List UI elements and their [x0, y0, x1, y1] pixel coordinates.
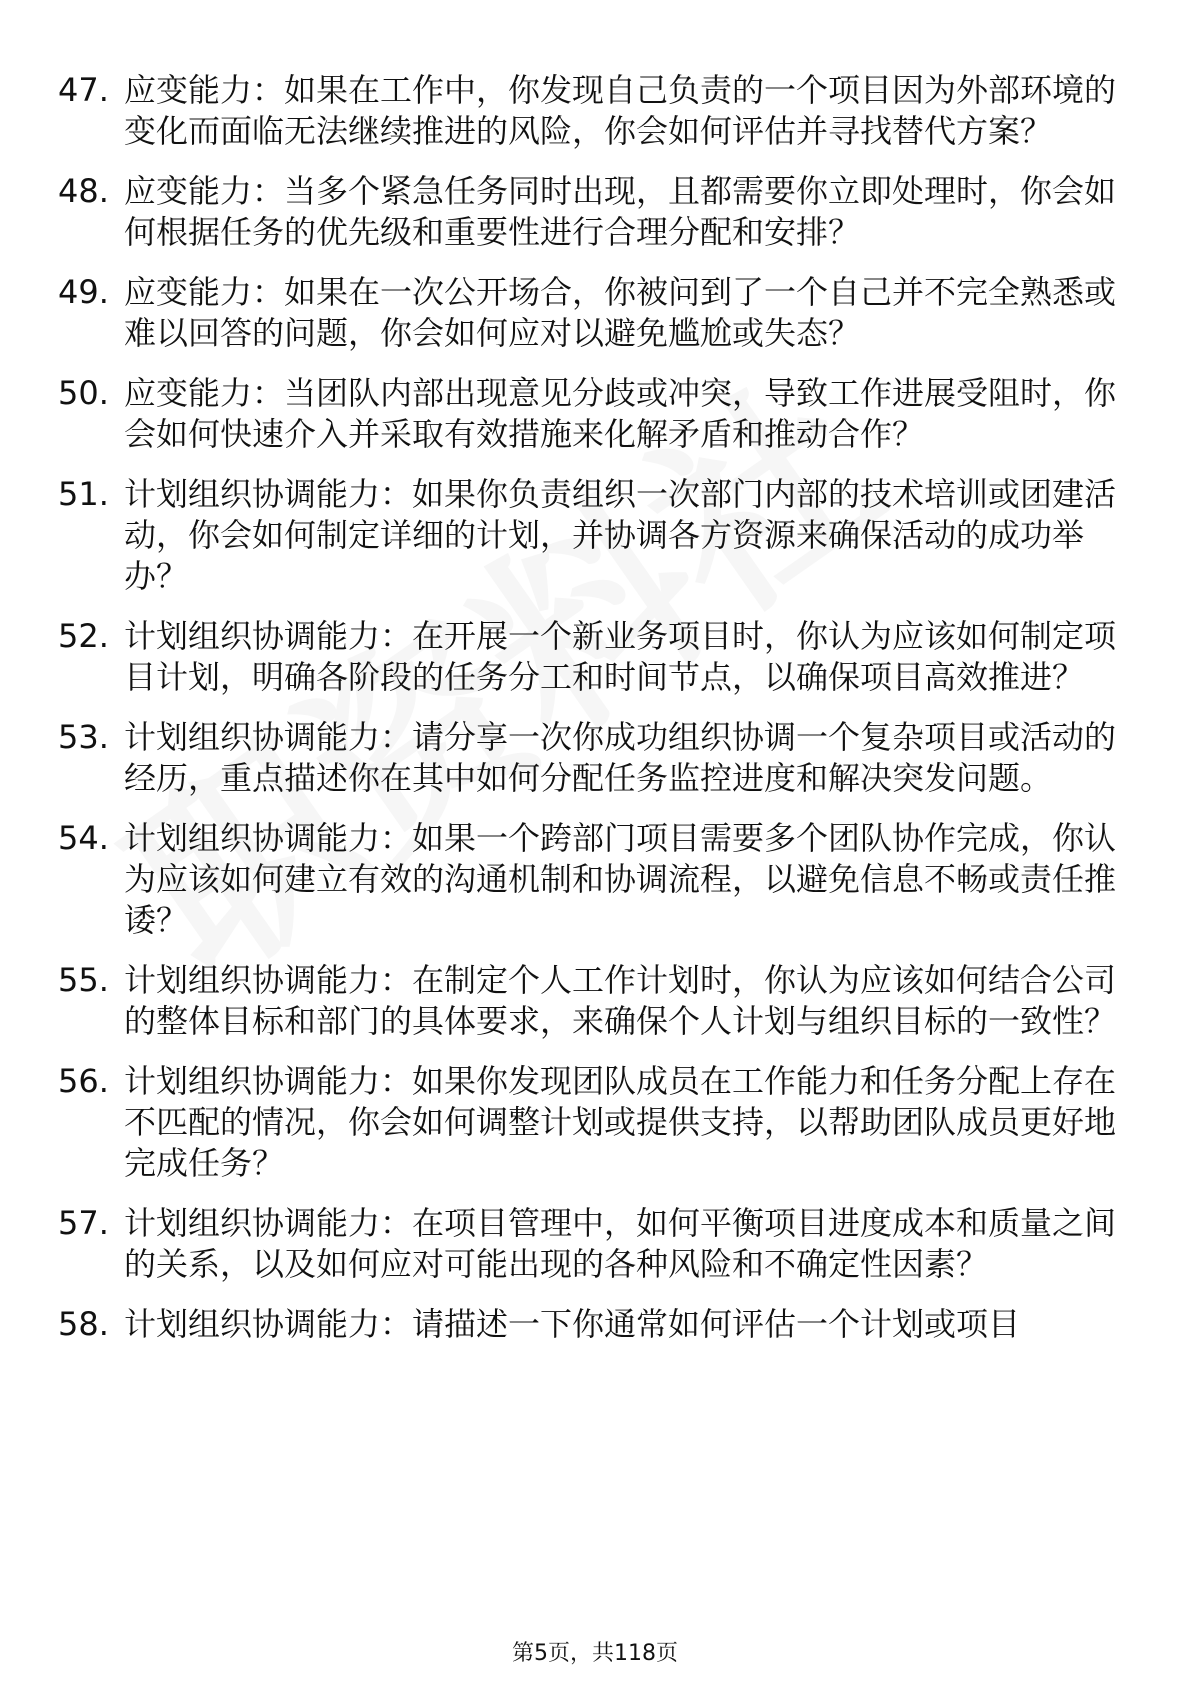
question-item-47	[58, 70, 1118, 152]
question-item-49	[58, 272, 1118, 354]
question-text: 计划组织协调能力：如果你发现团队成员在工作能力和任务分配上存在不匹配的情况，你会如何调整计划或提供支持，以帮助团队成员更好地完成任务？	[124, 1062, 1117, 1182]
question-item-51	[58, 474, 1118, 597]
question-number: 55.	[58, 961, 109, 999]
question-number: 53.	[58, 718, 109, 756]
question-number: 54.	[58, 819, 109, 857]
question-item-54	[58, 818, 1118, 941]
question-number: 52.	[58, 617, 109, 655]
question-item-55	[58, 960, 1118, 1042]
question-number: 56.	[58, 1062, 109, 1100]
question-number: 57.	[58, 1204, 109, 1242]
question-text: 计划组织协调能力：如果一个跨部门项目需要多个团队协作完成，你认为应该如何建立有效的沟通机制和协调流程，以避免信息不畅或责任推诿？	[124, 819, 1117, 939]
question-list	[58, 70, 1118, 1364]
page-footer: 第5页，共118页	[512, 1641, 678, 1666]
question-item-52	[58, 616, 1118, 698]
question-text: 计划组织协调能力：在项目管理中，如何平衡项目进度成本和质量之间的关系，以及如何应对可能出现的各种风险和不确定性因素？	[124, 1204, 1117, 1283]
question-item-50	[58, 373, 1118, 455]
question-text: 计划组织协调能力：在制定个人工作计划时，你认为应该如何结合公司的整体目标和部门的具体要求，来确保个人计划与组织目标的一致性？	[124, 961, 1117, 1040]
question-number: 58.	[58, 1305, 109, 1343]
question-text: 应变能力：如果在一次公开场合，你被问到了一个自己并不完全熟悉或难以回答的问题，你会如何应对以避免尴尬或失态？	[124, 273, 1117, 352]
question-item-56	[58, 1061, 1118, 1184]
question-number: 50.	[58, 374, 109, 412]
question-number: 49.	[58, 273, 109, 311]
question-text: 计划组织协调能力：如果你负责组织一次部门内部的技术培训或团建活动，你会如何制定详细的计划，并协调各方资源来确保活动的成功举办？	[124, 475, 1117, 595]
question-text: 应变能力：当团队内部出现意见分歧或冲突，导致工作进展受阻时，你会如何快速介入并采取有效措施来化解矛盾和推动合作？	[124, 374, 1117, 453]
question-item-58	[58, 1304, 1118, 1345]
question-number: 47.	[58, 71, 109, 109]
question-number: 48.	[58, 172, 109, 210]
question-text: 应变能力：当多个紧急任务同时出现，且都需要你立即处理时，你会如何根据任务的优先级和重要性进行合理分配和安排？	[124, 172, 1117, 251]
question-item-48	[58, 171, 1118, 253]
question-item-57	[58, 1203, 1118, 1285]
question-text: 计划组织协调能力：请描述一下你通常如何评估一个计划或项目	[124, 1305, 1021, 1343]
question-number: 51.	[58, 475, 109, 513]
question-text: 应变能力：如果在工作中，你发现自己负责的一个项目因为外部环境的变化而面临无法继续推进的风险，你会如何评估并寻找替代方案？	[124, 71, 1117, 150]
question-text: 计划组织协调能力：请分享一次你成功组织协调一个复杂项目或活动的经历，重点描述你在其中如何分配任务监控进度和解决突发问题。	[124, 718, 1117, 797]
question-text: 计划组织协调能力：在开展一个新业务项目时，你认为应该如何制定项目计划，明确各阶段的任务分工和时间节点，以确保项目高效推进？	[124, 617, 1117, 696]
question-item-53	[58, 717, 1118, 799]
